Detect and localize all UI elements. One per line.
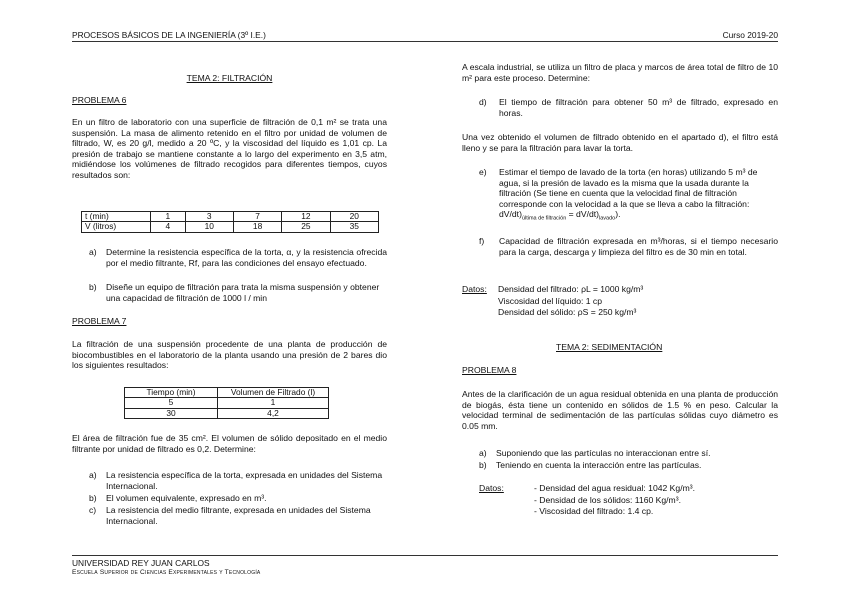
- table-row: [125, 408, 329, 418]
- table-cell: 5: [125, 398, 218, 408]
- item-e-subscript-washing: lavado: [599, 216, 616, 223]
- item-text: Determine la resistencia específica de la torta, α, y la resistencia ofrecida por el medio filtrante, Rf, para las condiciones del ensayo efectuado.: [106, 247, 387, 268]
- page-footer: [72, 555, 778, 578]
- item-text: La resistencia específica de la torta, expresada en unidades del Sistema Internacional.: [106, 470, 383, 491]
- problem-7-text: El área de filtración fue de 35 cm². El volumen de sólido depositado en el medio filtrante por unidad de filtrado es 0,2. Determine:: [72, 433, 387, 454]
- item-text: Suponiendo que las partículas no interaccionan entre sí.: [496, 448, 711, 458]
- item-text: La resistencia del medio filtrante, expresada en unidades del Sistema Internacional.: [106, 505, 371, 526]
- table-cell: 12: [282, 212, 330, 222]
- item-e-subscript-filtration: última de filtración: [521, 216, 567, 223]
- problem-6-table: [81, 211, 379, 233]
- problem-8-datos-label: Datos:: [479, 483, 504, 493]
- item-text: El tiempo de filtración para obtener 50 m³ de filtrado, expresado en horas.: [499, 97, 778, 118]
- problem-6-intro: En un filtro de laboratorio con una superficie de filtración de 0,1 m² se trata una suspensión. La masa de alimento retenido en el filtro por unidad de volumen de filtrado, W, es 20 g/l, medido a 20 ºC, y la viscosidad del líquido es 1,01 cp. La presión de trabajo se mantiene constante a lo largo del experimento en 3,5 atm, midiéndose los volúmenes de filtrado recogidos para diferentes tiempos, cuyos resultados son:: [72, 117, 387, 180]
- table-cell: 1: [151, 212, 186, 222]
- datos-line: Viscosidad del líquido: 1 cp: [498, 296, 602, 306]
- section-title-filtracion: TEMA 2: FILTRACIÓN: [186, 73, 273, 83]
- header-course-title: PROCESOS BÁSICOS DE LA INGENIERÍA (3º I.E.): [72, 30, 266, 40]
- table-cell: 10: [185, 222, 233, 232]
- item-marker: a): [479, 448, 487, 458]
- item-e-end: ).: [615, 209, 621, 220]
- item-marker: e): [479, 167, 487, 177]
- table-cell: 1: [218, 398, 329, 408]
- item-marker: a): [89, 247, 97, 257]
- datos-line: Densidad del filtrado: ρL = 1000 kg/m³: [498, 284, 644, 294]
- table-row: [125, 388, 329, 398]
- item-e-middle: = dV/dt): [566, 209, 599, 220]
- item-marker: b): [89, 493, 97, 503]
- problem-8-title: PROBLEMA 8: [462, 365, 517, 375]
- item-marker: d): [479, 97, 487, 107]
- table-row: [82, 222, 379, 232]
- item-text: Teniendo en cuenta la interacción entre las partículas.: [496, 460, 702, 470]
- table-cell: 20: [330, 212, 378, 222]
- table-cell: 18: [233, 222, 281, 232]
- page-header: [72, 30, 778, 42]
- table-cell: 25: [282, 222, 330, 232]
- item-marker: b): [479, 460, 487, 470]
- datos-label: Datos:: [462, 284, 487, 294]
- problem-6-title: PROBLEMA 6: [72, 95, 127, 105]
- table-cell: t (min): [82, 212, 151, 222]
- item-e-text: Estimar el tiempo de lavado de la torta (en horas) utilizando 5 m³ de agua, si la presión de lavado es la misma que la usada durante la filtración (Se tiene en cuenta que la velocidad final de filtración corresponde con la velocidad a la que se lleva a cabo la filtración: dV/dt): [499, 167, 758, 220]
- item-marker: a): [89, 470, 97, 480]
- washing-intro: Una vez obtenido el volumen de filtrado obtenido en el apartado d), el filtro está lleno y se para la filtración para lavar la torta.: [462, 132, 778, 153]
- item-text: Diseñe un equipo de filtración para trata la misma suspensión y obtener una capacidad de filtración de 1000 l / min: [106, 282, 380, 303]
- item-text: Capacidad de filtración expresada en m³/horas, si el tiempo necesario para la carga, descarga y limpieza del filtro es de 30 min en total.: [499, 236, 778, 257]
- table-cell: 4,2: [218, 408, 329, 418]
- item-marker: f): [479, 236, 485, 246]
- problem-7-table: [124, 387, 329, 419]
- footer-school: Escuela Superior de Ciencias Experimentales y Tecnología: [72, 569, 261, 576]
- table-header-cell: Tiempo (min): [125, 388, 218, 398]
- item-marker: c): [89, 505, 97, 515]
- datos-line: Densidad del sólido: ρS = 250 kg/m³: [498, 307, 637, 317]
- datos-line: - Densidad del agua residual: 1042 Kg/m³.: [534, 483, 695, 493]
- table-row: [125, 398, 329, 408]
- item-marker: b): [89, 282, 97, 292]
- problem-7-intro: La filtración de una suspensión procedente de una planta de producción de biocombustibles en el laboratorio de la planta usando una presión de 2 bares dio los siguientes resultados:: [72, 339, 387, 371]
- datos-line: - Viscosidad del filtrado: 1.4 cp.: [534, 506, 654, 516]
- item-text: El volumen equivalente, expresado en m³.: [106, 493, 267, 503]
- table-cell: 3: [185, 212, 233, 222]
- table-cell: 4: [151, 222, 186, 232]
- table-row: [82, 212, 379, 222]
- datos-line: - Densidad de los sólidos: 1160 Kg/m³.: [534, 495, 681, 505]
- table-cell: 7: [233, 212, 281, 222]
- table-cell: 35: [330, 222, 378, 232]
- problem-8-intro: Antes de la clarificación de un agua residual obtenida en una planta de producción de biogás, ésta tiene un contenido en sólidos de 1.5 % en peso. Calcular la velocidad terminal de sedimentación de las partículas sólidas cuyo diámetro es 0.05 mm.: [462, 389, 778, 431]
- table-cell: V (litros): [82, 222, 151, 232]
- industrial-intro: A escala industrial, se utiliza un filtro de placa y marcos de área total de filtro de 10 m² para este proceso. Determine:: [462, 62, 778, 83]
- table-cell: 30: [125, 408, 218, 418]
- footer-university: UNIVERSIDAD REY JUAN CARLOS: [72, 558, 210, 568]
- header-course-year: Curso 2019-20: [722, 30, 778, 40]
- item-text: [499, 167, 778, 223]
- table-header-cell: Volumen de Filtrado (l): [218, 388, 329, 398]
- section-title-sedimentacion: TEMA 2: SEDIMENTACIÓN: [556, 342, 663, 352]
- problem-7-title: PROBLEMA 7: [72, 316, 127, 326]
